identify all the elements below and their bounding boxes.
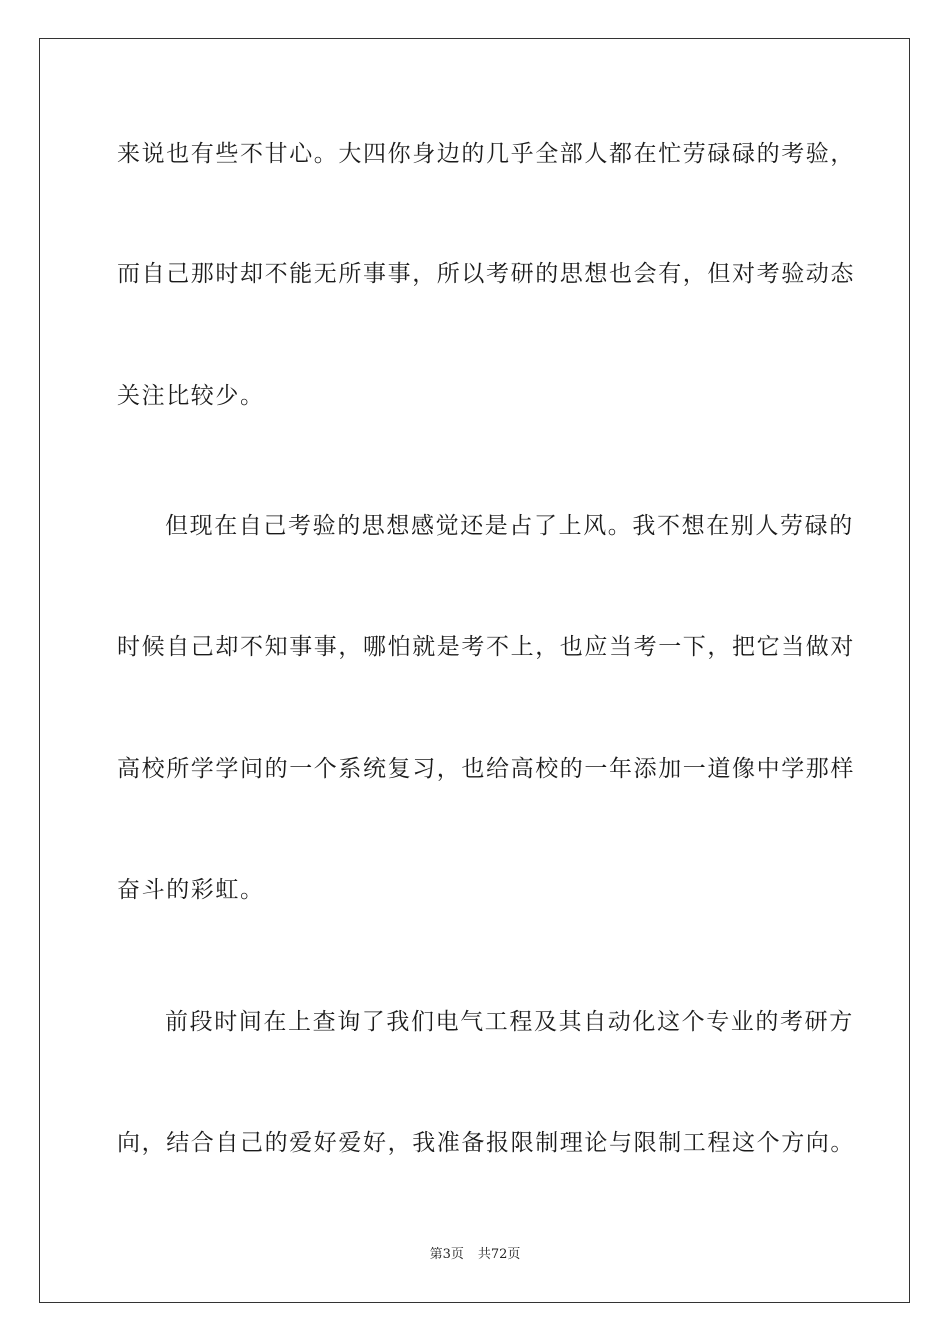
body-text-line: 时候自己却不知事事，哪怕就是考不上，也应当考一下，把它当做对 [117, 634, 855, 660]
body-text-line: 来说也有些不甘心。大四你身边的几乎全部人都在忙劳碌碌的考验， [117, 141, 855, 167]
page-border [39, 38, 910, 1303]
body-text-line: 而自己那时却不能无所事事，所以考研的思想也会有，但对考验动态 [117, 261, 855, 287]
paragraph-first-line: 前段时间在上查询了我们电气工程及其自动化这个专业的考研方 [165, 1009, 854, 1035]
total-pages: 共72页 [477, 1247, 521, 1262]
body-text-line: 向，结合自己的爱好爱好，我准备报限制理论与限制工程这个方向。 [117, 1130, 855, 1156]
body-text-line: 高校所学学问的一个系统复习，也给高校的一年添加一道像中学那样 [117, 756, 855, 782]
page-number: 第3页 [429, 1247, 464, 1262]
paragraph-first-line: 但现在自己考验的思想感觉还是占了上风。我不想在别人劳碌的 [165, 513, 854, 539]
body-text-line: 奋斗的彩虹。 [117, 877, 265, 903]
body-text-line: 关注比较少。 [117, 383, 265, 409]
page-footer [0, 1247, 950, 1263]
